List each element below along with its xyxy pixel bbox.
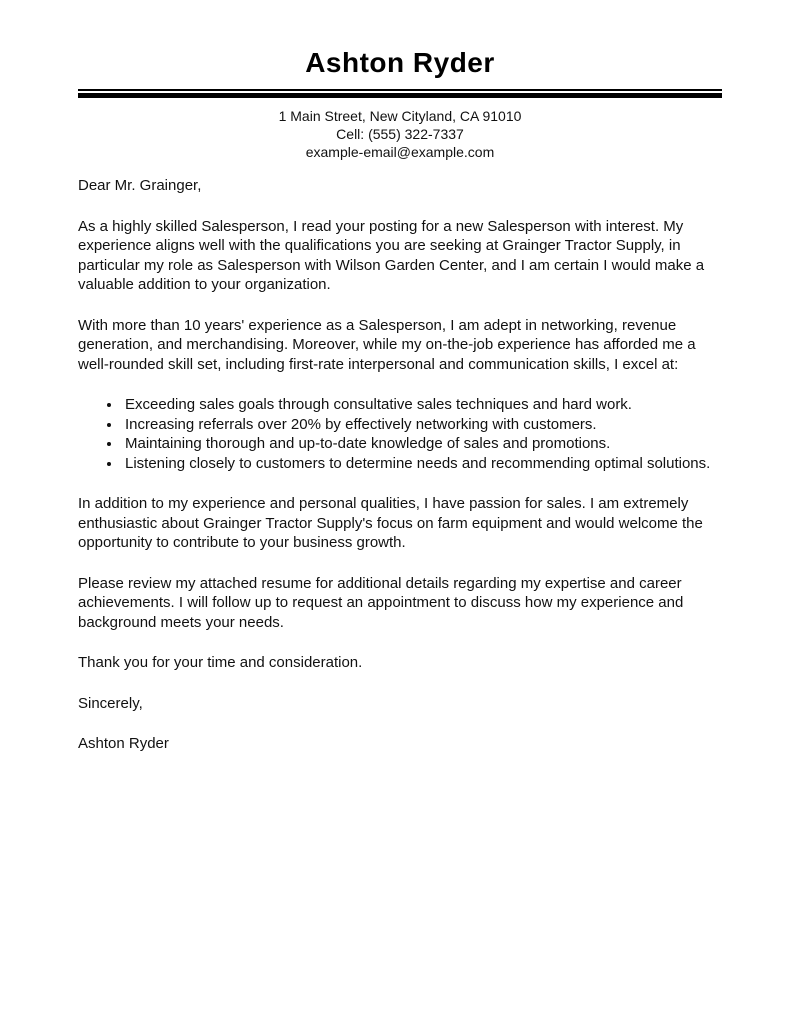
skill-list-item: • Exceeding sales goals through consultative sales techniques and hard work. (122, 395, 722, 415)
salutation: Dear Mr. Grainger, (78, 177, 202, 194)
paragraph-experience: With more than 10 years' experience as a Salesperson, I am adept in networking, revenue generation, and merchandising. Moreover, while my on-the-job experience has afforded me a well-rounded skill set, including first-rate interpersonal and communication skills, I excel at: (78, 316, 696, 373)
contact-address: 1 Main Street, New Cityland, CA 91010 (278, 108, 522, 124)
letter-header (78, 46, 722, 161)
closing-line: Sincerely, (78, 694, 143, 712)
header-divider-rule (78, 89, 722, 98)
contact-block (78, 107, 722, 161)
candidate-name-title: Ashton Ryder (305, 47, 495, 78)
skill-list-item: • Increasing referrals over 20% by effectively networking with customers. (122, 415, 722, 435)
paragraph-follow-up: Please review my attached resume for additional details regarding my expertise and career achievements. I will follow up to request an appointment to discuss how my experience and background meets your needs. (78, 574, 684, 631)
contact-phone: Cell: (555) 322-7337 (336, 126, 464, 142)
letter-body (78, 176, 722, 754)
thank-you-line: Thank you for your time and consideration. (78, 654, 363, 671)
paragraph-enthusiasm: In addition to my experience and personal qualities, I have passion for sales. I am extremely enthusiastic about Grainger Tractor Supply's focus on farm equipment and would welcome the opportunity to contribute to your business growth. (78, 495, 703, 551)
skills-list (78, 395, 722, 473)
contact-email: example-email@example.com (305, 144, 495, 160)
skill-list-item: • Listening closely to customers to determine needs and recommending optimal solutions. (122, 454, 722, 474)
signature-name: Ashton Ryder (78, 735, 169, 752)
paragraph-introduction: As a highly skilled Salesperson, I read your posting for a new Salesperson with interest. My experience aligns well with the qualifications you are seeking at Grainger Tractor Supply, in particular my role as Salesperson with Wilson Garden Center, and I am certain I would make a valuable addition to your organization. (78, 217, 705, 293)
skill-list-item: • Maintaining thorough and up-to-date knowledge of sales and promotions. (122, 434, 722, 454)
